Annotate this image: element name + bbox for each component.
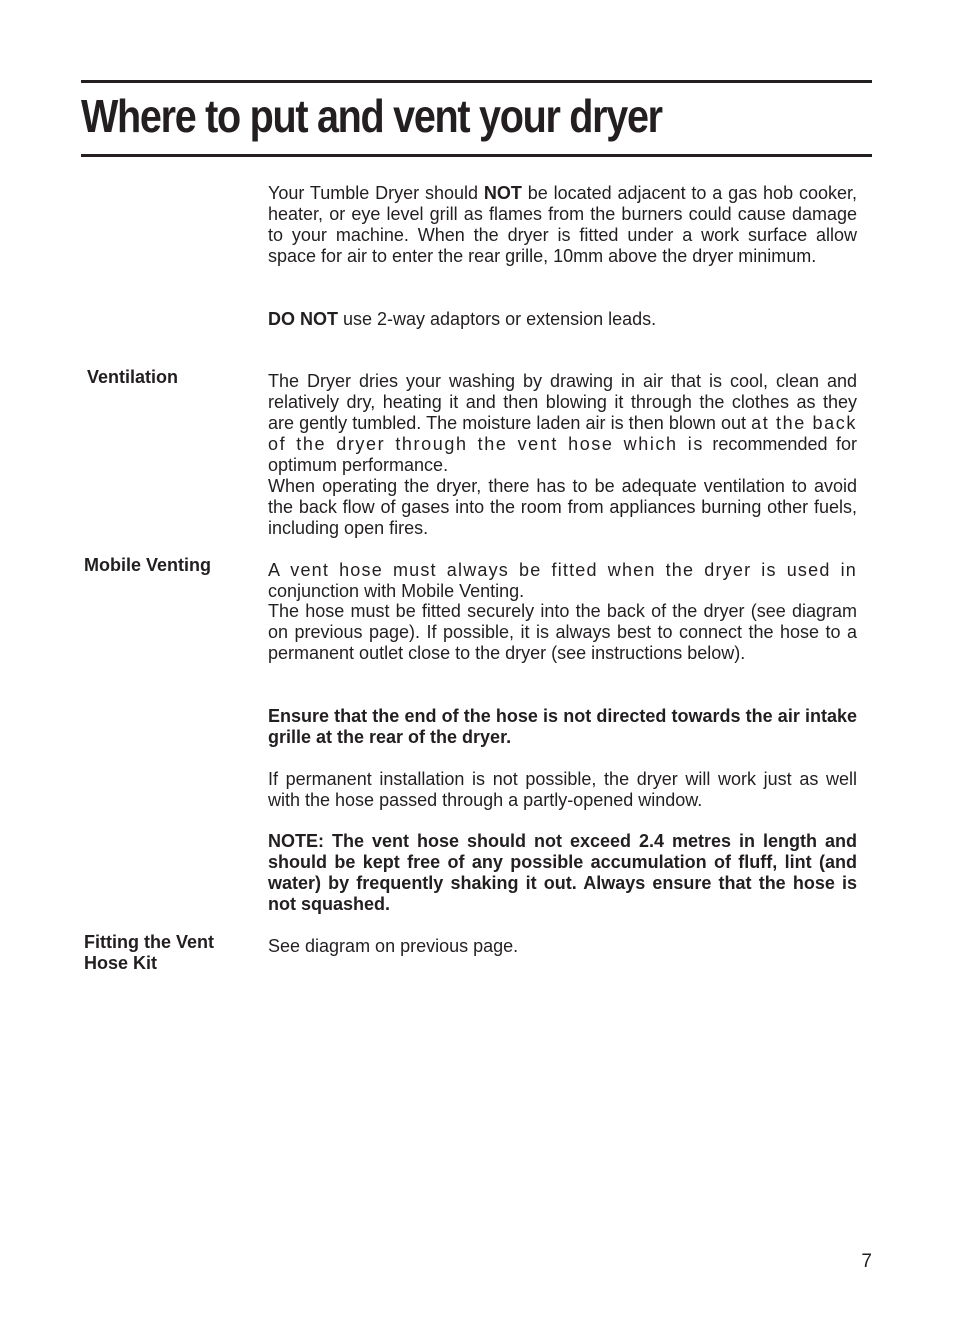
window-paragraph: If permanent installation is not possible, the dryer will work just as well with the hose passed through a partly-opened window. xyxy=(268,769,857,810)
intro-paragraph: Your Tumble Dryer should NOT be located adjacent to a gas hob cooker, heater, or eye level grill as flames from the burners could cause damage to your machine. When the dryer is fitted under a work surface allow space for air to enter the rear grille, 10mm above the dryer minimum. xyxy=(268,183,857,266)
hose-length-note: NOTE: The vent hose should not exceed 2.4 metres in length and should be kept free of any possible accumulation of fluff, lint (and water) by frequently shaking it out. Always ensure that the hose is not squashed. xyxy=(268,831,857,914)
mobile-venting-paragraph: A vent hose must always be fitted when the dryer is used in conjunction with Mobile Venting. xyxy=(268,560,857,601)
mobile-venting-heading: Mobile Venting xyxy=(84,555,212,575)
title-rule-bottom xyxy=(81,154,872,157)
ventilation-paragraph-2: When operating the dryer, there has to be adequate ventilation to avoid the back flow of gases into the room from appliances burning other fuels, including open fires. xyxy=(268,476,857,538)
title-rule-top xyxy=(81,80,872,83)
ventilation-heading: Ventilation xyxy=(87,367,179,387)
adaptor-warning-paragraph: DO NOT use 2-way adaptors or extension leads. xyxy=(268,309,657,329)
page-title: Where to put and vent your dryer xyxy=(81,90,662,142)
mobile-venting-paragraph-2: The hose must be fitted securely into the back of the dryer (see diagram on previous page). If possible, it is always best to connect the hose to a permanent outlet close to the dryer (see instructions below). xyxy=(268,601,857,663)
page-number: 7 xyxy=(861,1251,872,1272)
ventilation-paragraph: The Dryer dries your washing by drawing in air that is cool, clean and relatively dry, heating it and then blowing it through the clothes as they are gently tumbled. The moisture laden air is then blown out at the back of the dryer through the vent hose which is recommended for optimum performance. xyxy=(268,371,857,475)
fitting-heading: Fitting the Vent Hose Kit xyxy=(84,932,214,973)
hose-direction-warning: Ensure that the end of the hose is not directed towards the air intake grille at the rear of the dryer. xyxy=(268,706,857,747)
fitting-paragraph: See diagram on previous page. xyxy=(268,936,519,956)
